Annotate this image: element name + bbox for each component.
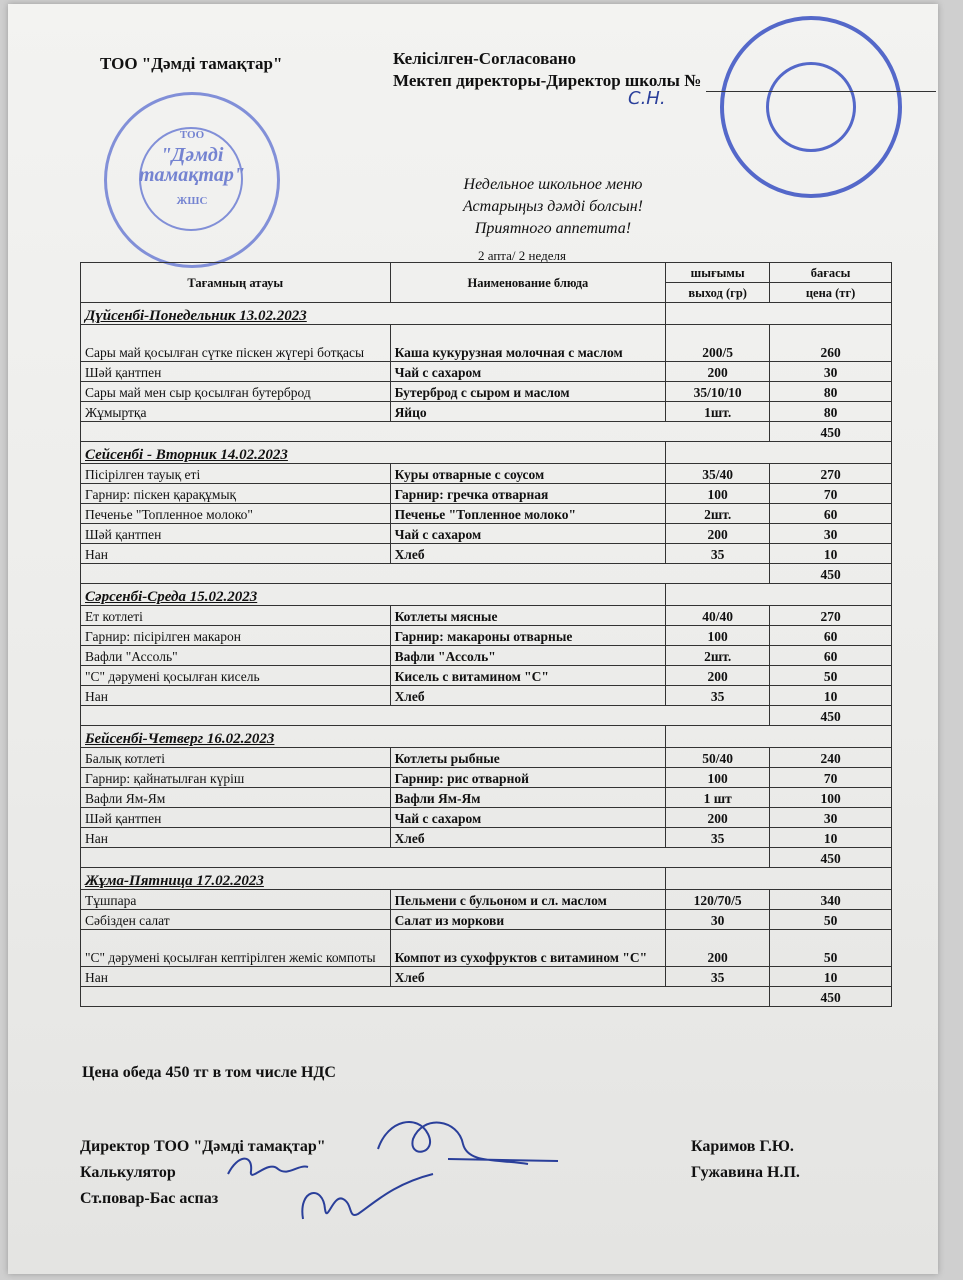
menu-title	[388, 174, 718, 240]
dish-name-ru: Кисель с витамином "С"	[390, 666, 666, 686]
dish-name-ru: Котлеты мясные	[390, 606, 666, 626]
table-row	[81, 382, 892, 402]
stamp-top-text: ТОО	[179, 129, 205, 141]
table-row	[81, 930, 892, 967]
table-row	[81, 686, 892, 706]
dish-output: 200	[666, 524, 770, 544]
dish-output: 200	[666, 808, 770, 828]
dish-name-kz: Гарнир: қайнатылған күріш	[81, 768, 391, 788]
day-empty-cell	[666, 726, 892, 748]
dish-name-ru: Хлеб	[390, 686, 666, 706]
col-header-ru: Наименование блюда	[390, 263, 666, 303]
dish-name-kz: "С" дәрумені қосылған кептірілген жеміс компоты	[81, 930, 391, 967]
dish-name-ru: Гарнир: гречка отварная	[390, 484, 666, 504]
col-header-out-ru: выход (гр)	[666, 283, 770, 303]
dish-price: 10	[770, 686, 892, 706]
dish-output: 1 шт	[666, 788, 770, 808]
dish-output: 200/5	[666, 325, 770, 362]
day-header-row	[81, 584, 892, 606]
total-empty-cell	[81, 422, 770, 442]
day-label: Жұма-Пятница 17.02.2023	[81, 868, 666, 890]
day-header-row	[81, 303, 892, 325]
day-total: 450	[770, 848, 892, 868]
dish-output: 200	[666, 362, 770, 382]
dish-name-kz: Гарнир: пісірілген макарон	[81, 626, 391, 646]
total-empty-cell	[81, 848, 770, 868]
agreed-label: Келісілген-Согласовано	[393, 49, 577, 68]
dish-price: 240	[770, 748, 892, 768]
table-row	[81, 910, 892, 930]
dish-price: 50	[770, 930, 892, 967]
day-empty-cell	[666, 584, 892, 606]
dish-name-kz: Шәй қантпен	[81, 362, 391, 382]
week-label: 2 апта/ 2 неделя	[478, 248, 566, 263]
menu-document	[8, 4, 938, 1274]
col-header-price-ru: цена (тг)	[770, 283, 892, 303]
day-header-row	[81, 442, 892, 464]
table-row	[81, 967, 892, 987]
title-line-3: Приятного аппетита!	[474, 220, 632, 237]
dish-price: 10	[770, 544, 892, 564]
dish-price: 30	[770, 524, 892, 544]
dish-name-ru: Котлеты рыбные	[390, 748, 666, 768]
dish-price: 60	[770, 646, 892, 666]
dish-output: 35	[666, 686, 770, 706]
dish-name-kz: Ет котлеті	[81, 606, 391, 626]
dish-price: 80	[770, 402, 892, 422]
dish-name-ru: Яйцо	[390, 402, 666, 422]
dish-name-kz: Сәбізден салат	[81, 910, 391, 930]
chef-role: Ст.повар-Бас аспаз	[80, 1190, 219, 1207]
dish-output: 40/40	[666, 606, 770, 626]
dish-price: 70	[770, 768, 892, 788]
day-label: Сейсенбі - Вторник 14.02.2023	[81, 442, 666, 464]
director-handwritten-signature: С.Н.	[628, 88, 666, 109]
dish-name-kz: "С" дәрумені қосылған кисель	[81, 666, 391, 686]
table-row	[81, 484, 892, 504]
dish-name-ru: Хлеб	[390, 967, 666, 987]
dish-name-kz: Нан	[81, 828, 391, 848]
menu-table	[80, 262, 892, 1007]
table-row	[81, 504, 892, 524]
dish-name-kz: Вафли Ям-Ям	[81, 788, 391, 808]
table-row	[81, 890, 892, 910]
col-header-price-kz: бағасы	[770, 263, 892, 283]
day-total-row	[81, 706, 892, 726]
table-row	[81, 768, 892, 788]
table-row	[81, 402, 892, 422]
dish-name-ru: Салат из моркови	[390, 910, 666, 930]
day-header-row	[81, 868, 892, 890]
title-line-1: Недельное школьное меню	[463, 176, 643, 193]
dish-price: 270	[770, 464, 892, 484]
dish-price: 10	[770, 967, 892, 987]
dish-price: 340	[770, 890, 892, 910]
table-row	[81, 325, 892, 362]
dish-name-kz: Сары май қосылған сүтке піскен жүгері ботқасы	[81, 325, 391, 362]
table-row	[81, 666, 892, 686]
calculator-name: Гужавина Н.П.	[691, 1164, 800, 1181]
dish-output: 120/70/5	[666, 890, 770, 910]
dish-output: 100	[666, 768, 770, 788]
table-row	[81, 748, 892, 768]
day-total-row	[81, 422, 892, 442]
dish-price: 10	[770, 828, 892, 848]
dish-price: 80	[770, 382, 892, 402]
dish-output: 2шт.	[666, 646, 770, 666]
title-line-2: Астарыңыз дәмді болсын!	[463, 198, 643, 215]
dish-price: 100	[770, 788, 892, 808]
dish-name-kz: Гарнир: піскен қарақұмық	[81, 484, 391, 504]
dish-name-ru: Чай с сахаром	[390, 808, 666, 828]
dish-output: 2шт.	[666, 504, 770, 524]
stamp-bottom-text: ЖШС	[176, 195, 208, 207]
director-signature-line	[706, 75, 936, 92]
dish-name-ru: Компот из сухофруктов с витамином "С"	[390, 930, 666, 967]
dish-name-ru: Куры отварные с соусом	[390, 464, 666, 484]
dish-price: 50	[770, 910, 892, 930]
dish-output: 30	[666, 910, 770, 930]
col-header-out-kz: шығымы	[666, 263, 770, 283]
dish-name-ru: Хлеб	[390, 828, 666, 848]
dish-name-ru: Пельмени с бульоном и сл. маслом	[390, 890, 666, 910]
day-label: Дүйсенбі-Понедельник 13.02.2023	[81, 303, 666, 325]
dish-name-ru: Чай с сахаром	[390, 362, 666, 382]
day-total: 450	[770, 422, 892, 442]
table-row	[81, 808, 892, 828]
school-seal-stamp	[720, 16, 902, 198]
dish-name-kz: Нан	[81, 686, 391, 706]
day-label: Сәрсенбі-Среда 15.02.2023	[81, 584, 666, 606]
dish-price: 30	[770, 362, 892, 382]
day-total: 450	[770, 564, 892, 584]
total-empty-cell	[81, 987, 770, 1007]
dish-name-kz: Нан	[81, 544, 391, 564]
dish-name-kz: Сары май мен сыр қосылған бутерброд	[81, 382, 391, 402]
dish-output: 35	[666, 828, 770, 848]
dish-output: 35/40	[666, 464, 770, 484]
dish-price: 60	[770, 626, 892, 646]
table-row	[81, 524, 892, 544]
table-row	[81, 544, 892, 564]
approval-block	[393, 48, 936, 92]
table-row	[81, 646, 892, 666]
day-empty-cell	[666, 868, 892, 890]
dish-output: 200	[666, 666, 770, 686]
day-total-row	[81, 848, 892, 868]
dish-price: 60	[770, 504, 892, 524]
dish-name-kz: Шәй қантпен	[81, 808, 391, 828]
company-name: ТОО "Дәмді тамақтар"	[100, 54, 283, 73]
director-label: Мектеп директоры-Директор школы №	[393, 71, 702, 90]
day-header-row	[81, 726, 892, 748]
dish-price: 30	[770, 808, 892, 828]
table-row	[81, 788, 892, 808]
dish-name-kz: Печенье "Топленное молоко"	[81, 504, 391, 524]
dish-output: 35/10/10	[666, 382, 770, 402]
dish-price: 270	[770, 606, 892, 626]
dish-name-kz: Балық котлеті	[81, 748, 391, 768]
dish-price: 50	[770, 666, 892, 686]
table-row	[81, 464, 892, 484]
calculator-role: Калькулятор	[80, 1164, 176, 1181]
total-empty-cell	[81, 706, 770, 726]
table-row	[81, 828, 892, 848]
day-total: 450	[770, 706, 892, 726]
lunch-price-note: Цена обеда 450 тг в том числе НДС	[82, 1064, 336, 1081]
dish-output: 200	[666, 930, 770, 967]
stamp-name-text: "Дәмді тамақтар"	[138, 144, 246, 186]
dish-name-kz: Тұшпара	[81, 890, 391, 910]
dish-output: 50/40	[666, 748, 770, 768]
day-total-row	[81, 987, 892, 1007]
dish-name-ru: Гарнир: рис отварной	[390, 768, 666, 788]
dish-name-ru: Бутерброд с сыром и маслом	[390, 382, 666, 402]
dish-name-kz: Нан	[81, 967, 391, 987]
dish-output: 1шт.	[666, 402, 770, 422]
company-round-stamp	[104, 92, 280, 268]
dish-price: 260	[770, 325, 892, 362]
table-header-row	[81, 263, 892, 283]
dish-name-ru: Вафли Ям-Ям	[390, 788, 666, 808]
total-empty-cell	[81, 564, 770, 584]
dish-name-kz: Жұмыртқа	[81, 402, 391, 422]
dish-name-ru: Вафли "Ассоль"	[390, 646, 666, 666]
table-row	[81, 606, 892, 626]
dish-output: 100	[666, 626, 770, 646]
dish-output: 100	[666, 484, 770, 504]
dish-name-ru: Хлеб	[390, 544, 666, 564]
dish-output: 35	[666, 967, 770, 987]
director-role: Директор ТОО "Дәмді тамақтар"	[80, 1138, 326, 1155]
dish-name-kz: Вафли "Ассоль"	[81, 646, 391, 666]
day-label: Бейсенбі-Четверг 16.02.2023	[81, 726, 666, 748]
day-empty-cell	[666, 442, 892, 464]
dish-name-ru: Печенье "Топленное молоко"	[390, 504, 666, 524]
table-row	[81, 362, 892, 382]
table-row	[81, 626, 892, 646]
day-total-row	[81, 564, 892, 584]
director-name: Каримов Г.Ю.	[691, 1138, 794, 1155]
dish-name-ru: Каша кукурузная молочная с маслом	[390, 325, 666, 362]
day-total: 450	[770, 987, 892, 1007]
dish-name-kz: Шәй қантпен	[81, 524, 391, 544]
chef-signature	[293, 1164, 443, 1234]
dish-name-ru: Гарнир: макароны отварные	[390, 626, 666, 646]
dish-name-kz: Пісірілген тауық еті	[81, 464, 391, 484]
dish-name-ru: Чай с сахаром	[390, 524, 666, 544]
day-empty-cell	[666, 303, 892, 325]
col-header-kz: Тағамның атауы	[81, 263, 391, 303]
dish-output: 35	[666, 544, 770, 564]
dish-price: 70	[770, 484, 892, 504]
